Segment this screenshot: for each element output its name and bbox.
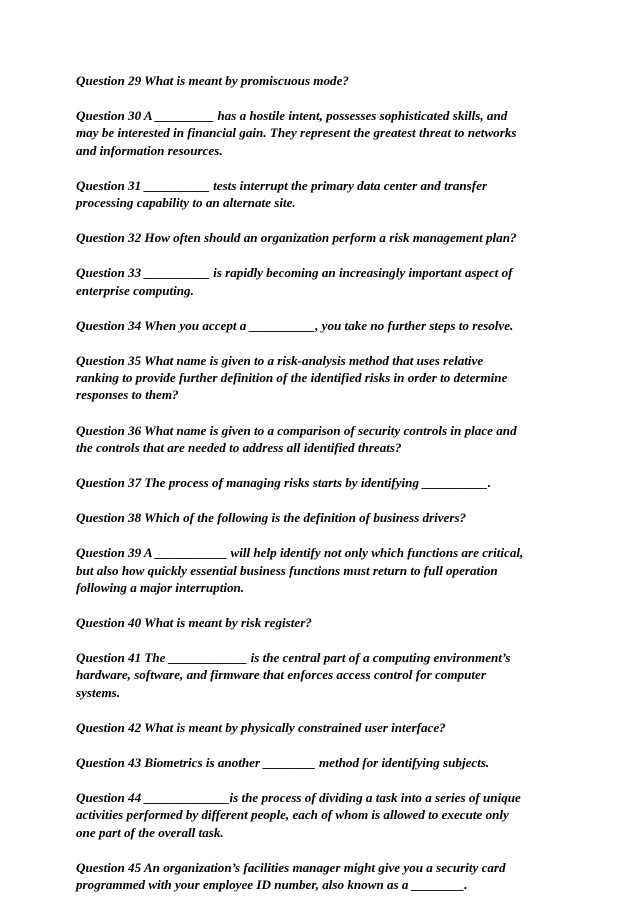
question-line: Question 35 What name is given to a risk-analysis method that uses relative	[76, 353, 484, 369]
question-list	[76, 72, 564, 911]
question-line: Question 37 The process of managing risks starts by identifying __________.	[76, 475, 492, 491]
question-line: activities performed by different people, each of whom is allowed to execute only	[76, 807, 509, 823]
question-line: Question 43 Biometrics is another ________ method for identifying subjects.	[76, 755, 490, 771]
question-line: Question 38 Which of the following is the definition of business drivers?	[76, 510, 467, 526]
question-39	[76, 544, 564, 596]
question-line: Question 45 An organization’s facilities manager might give you a security card	[76, 859, 506, 875]
question-line: processing capability to an alternate site.	[76, 195, 296, 211]
question-45	[76, 859, 564, 893]
question-34	[76, 317, 564, 334]
question-line: the controls that are needed to address all identified threats?	[76, 439, 402, 455]
question-line: programmed with your employee ID number, also known as a ________.	[76, 877, 468, 893]
question-line: responses to them?	[76, 387, 179, 403]
question-41	[76, 649, 564, 701]
question-42	[76, 719, 564, 736]
question-line: ranking to provide further definition of the identified risks in order to determine	[76, 370, 508, 386]
question-32	[76, 229, 564, 246]
question-line: hardware, software, and firmware that enforces access control for computer	[76, 667, 486, 683]
question-44	[76, 789, 564, 841]
question-line: Question 31 __________ tests interrupt the primary data center and transfer	[76, 177, 488, 193]
question-36	[76, 422, 564, 456]
question-line: systems.	[76, 684, 121, 700]
question-line: may be interested in financial gain. They represent the greatest threat to networks	[76, 125, 517, 141]
question-31	[76, 177, 564, 211]
question-line: Question 34 When you accept a __________, you take no further steps to resolve.	[76, 317, 514, 333]
question-line: one part of the overall task.	[76, 824, 224, 840]
question-40	[76, 614, 564, 631]
question-line: Question 41 The ____________ is the central part of a computing environment’s	[76, 650, 511, 666]
question-line: Question 39 A ___________ will help identify not only which functions are critical,	[76, 545, 524, 561]
question-43	[76, 754, 564, 771]
question-29	[76, 72, 564, 89]
question-35	[76, 352, 564, 404]
question-line: but also how quickly essential business functions must return to full operation	[76, 562, 498, 578]
question-38	[76, 509, 564, 526]
question-line: Question 29 What is meant by promiscuous mode?	[76, 73, 349, 88]
question-line: Question 42 What is meant by physically constrained user interface?	[76, 719, 446, 735]
question-line: Question 33 __________ is rapidly becoming an increasingly important aspect of	[76, 265, 513, 281]
question-33	[76, 264, 564, 298]
question-line: Question 36 What name is given to a comparison of security controls in place and	[76, 422, 517, 438]
question-line: Question 44 _____________is the process of dividing a task into a series of unique	[76, 790, 521, 806]
question-30	[76, 107, 564, 159]
question-line: and information resources.	[76, 142, 223, 158]
question-line: following a major interruption.	[76, 579, 245, 595]
question-37	[76, 474, 564, 491]
question-line: Question 40 What is meant by risk register?	[76, 615, 312, 631]
question-line: Question 32 How often should an organization perform a risk management plan?	[76, 230, 517, 246]
question-line: Question 30 A _________ has a hostile intent, possesses sophisticated skills, and	[76, 108, 508, 124]
question-line: enterprise computing.	[76, 282, 194, 298]
